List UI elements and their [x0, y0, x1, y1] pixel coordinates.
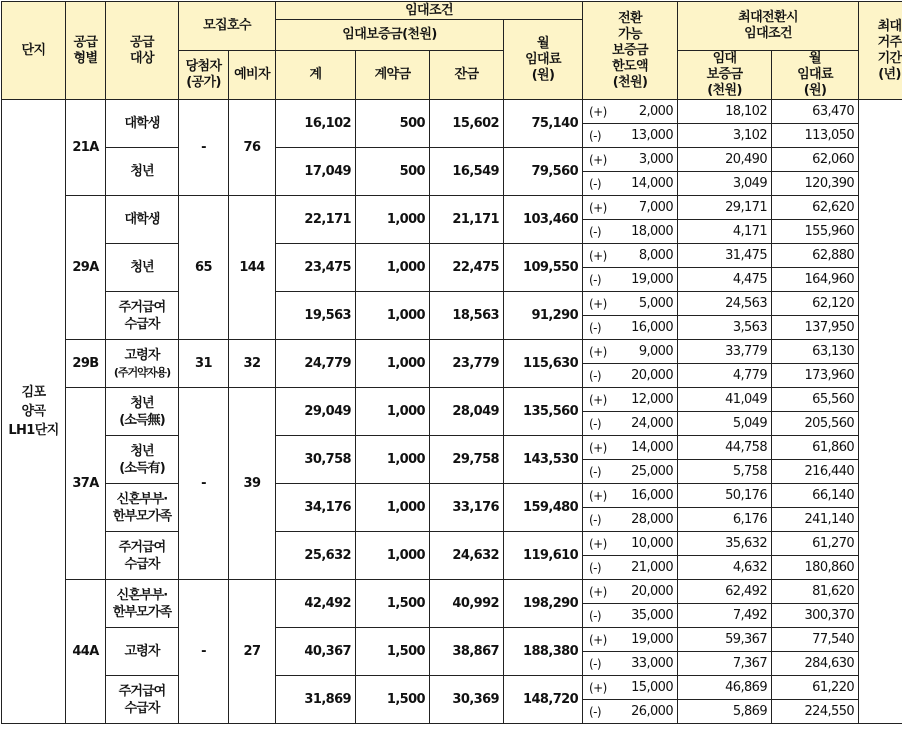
- conversion-sign: (+): [583, 244, 615, 268]
- header-site: 단지: [2, 2, 66, 100]
- balance: 38,867: [430, 628, 504, 676]
- conversion-sign: (+): [583, 196, 615, 220]
- winner-count: -: [179, 100, 229, 196]
- header-max-deposit: 임대 보증금 (천원): [678, 51, 772, 100]
- conversion-limit: 10,000: [615, 532, 678, 556]
- supply-type: 29A: [66, 196, 106, 340]
- header-deposit-total: 계: [276, 51, 356, 100]
- max-monthly-rent: 62,120: [772, 292, 859, 316]
- conversion-sign: (+): [583, 340, 615, 364]
- supply-target: 청년 (소득無): [106, 388, 179, 436]
- max-monthly-rent: 216,440: [772, 460, 859, 484]
- supply-target: 대학생: [106, 196, 179, 244]
- table-row: [2, 484, 902, 508]
- max-deposit: 7,367: [678, 652, 772, 676]
- max-monthly-rent: 120,390: [772, 172, 859, 196]
- conversion-sign: (+): [583, 388, 615, 412]
- deposit-total: 16,102: [276, 100, 356, 148]
- supply-target: 신혼부부· 한부모가족: [106, 484, 179, 532]
- conversion-sign: (-): [583, 124, 615, 148]
- monthly-rent: 148,720: [504, 676, 583, 724]
- monthly-rent: 143,530: [504, 436, 583, 484]
- max-monthly-rent: 66,140: [772, 484, 859, 508]
- max-monthly-rent: 173,960: [772, 364, 859, 388]
- max-deposit: 59,367: [678, 628, 772, 652]
- max-deposit: 20,490: [678, 148, 772, 172]
- monthly-rent: 115,630: [504, 340, 583, 388]
- max-deposit: 5,869: [678, 700, 772, 724]
- balance: 33,176: [430, 484, 504, 532]
- balance: 29,758: [430, 436, 504, 484]
- conversion-limit: 8,000: [615, 244, 678, 268]
- header-convertible-limit: 전환 가능 보증금 한도액 (천원): [583, 2, 678, 100]
- winner-count: 65: [179, 196, 229, 340]
- max-deposit: 29,171: [678, 196, 772, 220]
- table-row: [2, 436, 902, 460]
- header-winner: 당첨자 (공가): [179, 51, 229, 100]
- conversion-limit: 16,000: [615, 484, 678, 508]
- max-deposit: 3,049: [678, 172, 772, 196]
- max-monthly-rent: 113,050: [772, 124, 859, 148]
- max-monthly-rent: 81,620: [772, 580, 859, 604]
- monthly-rent: 159,480: [504, 484, 583, 532]
- max-monthly-rent: 65,560: [772, 388, 859, 412]
- conversion-sign: (+): [583, 100, 615, 124]
- supply-target: 고령자: [106, 628, 179, 676]
- table-row: [2, 244, 902, 268]
- conversion-sign: (-): [583, 412, 615, 436]
- max-deposit: 4,171: [678, 220, 772, 244]
- conversion-sign: (-): [583, 220, 615, 244]
- header-supply-type: 공급 형별: [66, 2, 106, 100]
- max-monthly-rent: 61,860: [772, 436, 859, 460]
- supply-target: 고령자 (주거약자용): [106, 340, 179, 388]
- deposit-total: 40,367: [276, 628, 356, 676]
- reserve-count: 32: [229, 340, 276, 388]
- max-monthly-rent: 63,130: [772, 340, 859, 364]
- conversion-limit: 14,000: [615, 172, 678, 196]
- max-deposit: 24,563: [678, 292, 772, 316]
- conversion-limit: 15,000: [615, 676, 678, 700]
- table-row: [2, 676, 902, 700]
- conversion-limit: 13,000: [615, 124, 678, 148]
- monthly-rent: 135,560: [504, 388, 583, 436]
- balance: 28,049: [430, 388, 504, 436]
- contract-fee: 1,000: [356, 532, 430, 580]
- conversion-limit: 26,000: [615, 700, 678, 724]
- table-row: [2, 532, 902, 556]
- deposit-total: 19,563: [276, 292, 356, 340]
- lease-conditions-table: [1, 1, 902, 724]
- conversion-limit: 9,000: [615, 340, 678, 364]
- winner-count: -: [179, 388, 229, 580]
- supply-type: 29B: [66, 340, 106, 388]
- max-deposit: 41,049: [678, 388, 772, 412]
- balance: 24,632: [430, 532, 504, 580]
- max-deposit: 5,049: [678, 412, 772, 436]
- max-deposit: 35,632: [678, 532, 772, 556]
- max-deposit: 4,632: [678, 556, 772, 580]
- contract-fee: 1,500: [356, 628, 430, 676]
- max-monthly-rent: 62,060: [772, 148, 859, 172]
- table-row: [2, 196, 902, 220]
- conversion-limit: 20,000: [615, 364, 678, 388]
- conversion-limit: 18,000: [615, 220, 678, 244]
- deposit-total: 25,632: [276, 532, 356, 580]
- header-reserve: 예비자: [229, 51, 276, 100]
- conversion-sign: (-): [583, 604, 615, 628]
- supply-target: 신혼부부· 한부모가족: [106, 580, 179, 628]
- header-max-conversion: 최대전환시 임대조건: [678, 2, 859, 51]
- contract-fee: 1,500: [356, 676, 430, 724]
- contract-fee: 1,000: [356, 484, 430, 532]
- conversion-limit: 16,000: [615, 316, 678, 340]
- monthly-rent: 109,550: [504, 244, 583, 292]
- table-row: [2, 628, 902, 652]
- conversion-limit: 28,000: [615, 508, 678, 532]
- conversion-limit: 33,000: [615, 652, 678, 676]
- contract-fee: 1,000: [356, 244, 430, 292]
- max-deposit: 62,492: [678, 580, 772, 604]
- conversion-sign: (+): [583, 148, 615, 172]
- conversion-sign: (-): [583, 556, 615, 580]
- conversion-sign: (+): [583, 532, 615, 556]
- table-row: [2, 388, 902, 412]
- supply-target: 주거급여 수급자: [106, 292, 179, 340]
- conversion-limit: 20,000: [615, 580, 678, 604]
- contract-fee: 1,000: [356, 340, 430, 388]
- conversion-sign: (+): [583, 628, 615, 652]
- monthly-rent: 91,290: [504, 292, 583, 340]
- conversion-sign: (+): [583, 292, 615, 316]
- max-deposit: 5,758: [678, 460, 772, 484]
- reserve-count: 27: [229, 580, 276, 724]
- max-period-cell: [859, 100, 902, 724]
- conversion-limit: 24,000: [615, 412, 678, 436]
- max-monthly-rent: 224,550: [772, 700, 859, 724]
- contract-fee: 500: [356, 100, 430, 148]
- max-deposit: 46,869: [678, 676, 772, 700]
- contract-fee: 1,000: [356, 388, 430, 436]
- reserve-count: 144: [229, 196, 276, 340]
- max-deposit: 44,758: [678, 436, 772, 460]
- monthly-rent: 119,610: [504, 532, 583, 580]
- conversion-sign: (-): [583, 652, 615, 676]
- conversion-sign: (+): [583, 580, 615, 604]
- max-monthly-rent: 77,540: [772, 628, 859, 652]
- max-monthly-rent: 300,370: [772, 604, 859, 628]
- supply-target: 청년: [106, 244, 179, 292]
- balance: 16,549: [430, 148, 504, 196]
- max-deposit: 50,176: [678, 484, 772, 508]
- max-monthly-rent: 155,960: [772, 220, 859, 244]
- max-deposit: 7,492: [678, 604, 772, 628]
- site-name: 김포 양곡 LH1단지: [2, 100, 66, 724]
- balance: 18,563: [430, 292, 504, 340]
- balance: 30,369: [430, 676, 504, 724]
- max-deposit: 3,102: [678, 124, 772, 148]
- supply-type: 21A: [66, 100, 106, 196]
- conversion-limit: 7,000: [615, 196, 678, 220]
- winner-count: -: [179, 580, 229, 724]
- deposit-total: 42,492: [276, 580, 356, 628]
- deposit-total: 31,869: [276, 676, 356, 724]
- header-supply-target: 공급 대상: [106, 2, 179, 100]
- header-lease-conditions: 임대조건: [276, 2, 583, 20]
- conversion-limit: 25,000: [615, 460, 678, 484]
- conversion-sign: (-): [583, 268, 615, 292]
- conversion-sign: (-): [583, 364, 615, 388]
- deposit-total: 29,049: [276, 388, 356, 436]
- conversion-limit: 19,000: [615, 628, 678, 652]
- reserve-count: 39: [229, 388, 276, 580]
- supply-target: 주거급여 수급자: [106, 676, 179, 724]
- supply-target: 대학생: [106, 100, 179, 148]
- conversion-limit: 35,000: [615, 604, 678, 628]
- header-deposit: 임대보증금(천원): [276, 20, 504, 51]
- max-deposit: 6,176: [678, 508, 772, 532]
- monthly-rent: 198,290: [504, 580, 583, 628]
- balance: 21,171: [430, 196, 504, 244]
- balance: 23,779: [430, 340, 504, 388]
- header-max-period: 최대 거주 기간 (년): [859, 2, 902, 100]
- supply-target: 주거급여 수급자: [106, 532, 179, 580]
- supply-target: 청년: [106, 148, 179, 196]
- max-monthly-rent: 205,560: [772, 412, 859, 436]
- table-row: [2, 340, 902, 364]
- deposit-total: 22,171: [276, 196, 356, 244]
- balance: 22,475: [430, 244, 504, 292]
- contract-fee: 1,500: [356, 580, 430, 628]
- monthly-rent: 75,140: [504, 100, 583, 148]
- max-deposit: 18,102: [678, 100, 772, 124]
- max-monthly-rent: 284,630: [772, 652, 859, 676]
- header-monthly-rent: 월 임대료 (원): [504, 20, 583, 100]
- table-body: [2, 100, 902, 724]
- max-monthly-rent: 180,860: [772, 556, 859, 580]
- contract-fee: 500: [356, 148, 430, 196]
- conversion-sign: (+): [583, 436, 615, 460]
- balance: 40,992: [430, 580, 504, 628]
- conversion-limit: 19,000: [615, 268, 678, 292]
- max-deposit: 31,475: [678, 244, 772, 268]
- conversion-sign: (-): [583, 700, 615, 724]
- deposit-total: 23,475: [276, 244, 356, 292]
- header-balance: 잔금: [430, 51, 504, 100]
- balance: 15,602: [430, 100, 504, 148]
- deposit-total: 30,758: [276, 436, 356, 484]
- supply-target: 청년 (소득有): [106, 436, 179, 484]
- deposit-total: 24,779: [276, 340, 356, 388]
- table-row: [2, 148, 902, 172]
- deposit-total: 17,049: [276, 148, 356, 196]
- max-monthly-rent: 164,960: [772, 268, 859, 292]
- deposit-total: 34,176: [276, 484, 356, 532]
- conversion-limit: 2,000: [615, 100, 678, 124]
- max-monthly-rent: 62,620: [772, 196, 859, 220]
- header-max-monthly: 월 임대료 (원): [772, 51, 859, 100]
- max-deposit: 33,779: [678, 340, 772, 364]
- contract-fee: 1,000: [356, 196, 430, 244]
- conversion-sign: (-): [583, 316, 615, 340]
- winner-count: 31: [179, 340, 229, 388]
- reserve-count: 76: [229, 100, 276, 196]
- max-monthly-rent: 63,470: [772, 100, 859, 124]
- conversion-limit: 14,000: [615, 436, 678, 460]
- monthly-rent: 103,460: [504, 196, 583, 244]
- max-monthly-rent: 61,270: [772, 532, 859, 556]
- conversion-sign: (-): [583, 508, 615, 532]
- conversion-sign: (+): [583, 676, 615, 700]
- supply-target-note: (주거약자용): [110, 364, 174, 381]
- header-contract-fee: 계약금: [356, 51, 430, 100]
- monthly-rent: 79,560: [504, 148, 583, 196]
- max-monthly-rent: 137,950: [772, 316, 859, 340]
- conversion-limit: 21,000: [615, 556, 678, 580]
- max-deposit: 4,475: [678, 268, 772, 292]
- table-row: [2, 100, 902, 124]
- max-monthly-rent: 62,880: [772, 244, 859, 268]
- table-row: [2, 292, 902, 316]
- monthly-rent: 188,380: [504, 628, 583, 676]
- contract-fee: 1,000: [356, 436, 430, 484]
- max-deposit: 3,563: [678, 316, 772, 340]
- conversion-sign: (+): [583, 484, 615, 508]
- table-row: [2, 580, 902, 604]
- supply-type: 37A: [66, 388, 106, 580]
- max-monthly-rent: 241,140: [772, 508, 859, 532]
- supply-type: 44A: [66, 580, 106, 724]
- conversion-sign: (-): [583, 460, 615, 484]
- max-monthly-rent: 61,220: [772, 676, 859, 700]
- conversion-limit: 3,000: [615, 148, 678, 172]
- contract-fee: 1,000: [356, 292, 430, 340]
- conversion-sign: (-): [583, 172, 615, 196]
- max-deposit: 4,779: [678, 364, 772, 388]
- conversion-limit: 12,000: [615, 388, 678, 412]
- conversion-limit: 5,000: [615, 292, 678, 316]
- header-recruit-count: 모집호수: [179, 2, 276, 51]
